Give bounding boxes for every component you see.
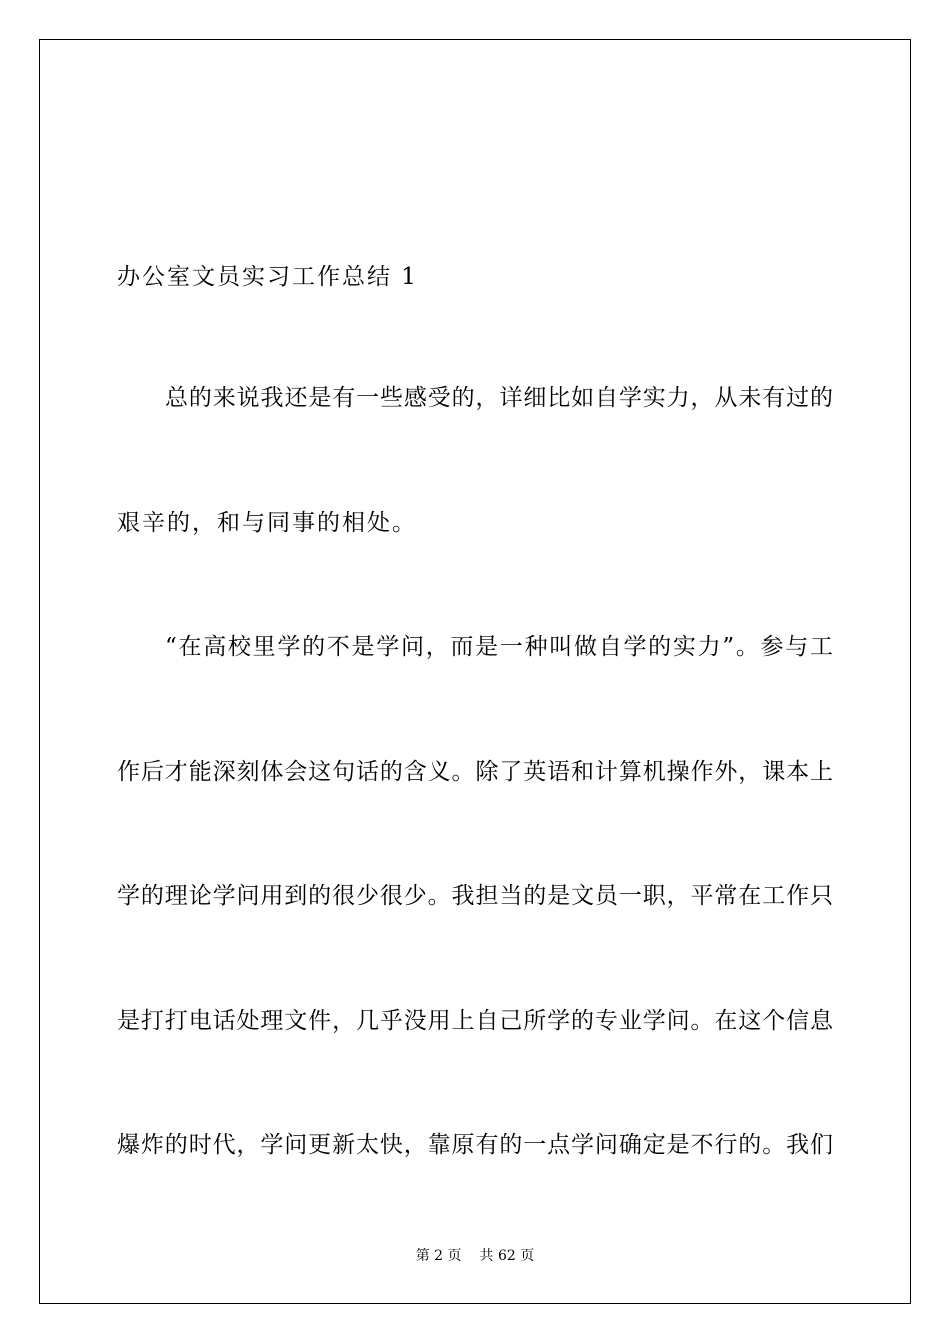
paragraph-2-line-2: 作后才能深刻体会这句话的含义。除了英语和计算机操作外，课本上 xyxy=(117,759,833,785)
total-pages: 共 62 页 xyxy=(479,1248,535,1264)
paragraph-2-line-4: 是打打电话处理文件，几乎没用上自己所学的专业学问。在这个信息 xyxy=(117,1008,833,1034)
paragraph-1-line-1: 总的来说我还是有一些感受的，详细比如自学实力，从未有过的 xyxy=(165,385,833,411)
page-number: 第 2 页 xyxy=(415,1248,462,1264)
paragraph-2-line-1: “在高校里学的不是学问，而是一种叫做自学的实力”。参与工 xyxy=(165,634,833,660)
page-footer xyxy=(0,1247,950,1265)
paragraph-2-line-3: 学的理论学问用到的很少很少。我担当的是文员一职，平常在工作只 xyxy=(117,883,833,909)
document-title: 办公室文员实习工作总结 1 xyxy=(117,264,418,290)
paragraph-1-line-2: 艰辛的，和与同事的相处。 xyxy=(117,510,417,536)
paragraph-2-line-5: 爆炸的时代，学问更新太快，靠原有的一点学问确定是不行的。我们 xyxy=(117,1132,833,1158)
page-border xyxy=(39,39,911,1304)
